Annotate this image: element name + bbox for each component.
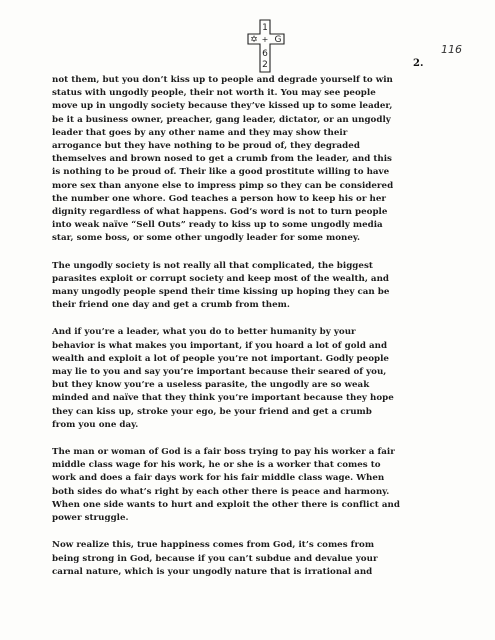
text-line: And if you’re a leader, what you do to better humanity by your: [52, 327, 356, 338]
text-line: their friend one day and get a crumb from them.: [52, 300, 290, 311]
text-line: parasites exploit or corrupt society and keep most of the wealth, and: [52, 273, 390, 284]
text-line: more sex than anyone else to impress pimp so they can be considered: [52, 180, 394, 191]
text-line: the number one whore. God teaches a person how to keep his or her: [52, 193, 386, 204]
text-line: from you one day.: [52, 419, 139, 430]
text-line: themselves and brown nosed to get a crumb from the leader, and this: [52, 154, 392, 165]
text-line: middle class wage for his work, he or she is a worker that comes to: [52, 460, 381, 471]
handwritten-page-number: 116: [441, 43, 462, 56]
paragraph: [52, 326, 462, 432]
text-line: be it a business owner, preacher, gang leader, dictator, or an ungodly: [52, 114, 391, 125]
text-line: both sides do what’s right by each other there is peace and harmony.: [52, 486, 390, 497]
star-of-david-icon: ✡: [250, 35, 258, 45]
text-line: behavior is what makes you important, if you hoard a lot of gold and: [52, 340, 388, 351]
seal-top-glyph: 1: [262, 23, 268, 33]
text-line: The man or woman of God is a fair boss trying to pay his worker a fair: [52, 447, 395, 458]
text-line: status with ungodly people, their not worth it. You may see people: [52, 88, 376, 99]
text-line: wealth and exploit a lot of people you’re not important. Godly people: [52, 353, 389, 364]
svg-text:+: +: [261, 35, 269, 44]
paragraph: [52, 74, 462, 246]
text-line: but they know you’re a useless parasite, the ungodly are so weak: [52, 380, 370, 391]
seal-bottom-glyph-2: 2: [262, 60, 268, 70]
text-line: The ungodly society is not really all that complicated, the biggest: [52, 260, 373, 271]
text-line: many ungodly people spend their time kissing up hoping they can be: [52, 287, 390, 298]
text-line: dignity regardless of what happens. God’s word is not to turn people: [52, 207, 388, 218]
text-line: Now realize this, true happiness comes from God, it’s comes from: [52, 540, 375, 551]
paragraph: [52, 260, 462, 313]
seal-bottom-glyph-1: 6: [262, 49, 268, 59]
text-line: move up in ungodly society because they’ve kissed up to some leader,: [52, 101, 393, 112]
text-line: arrogance but they have nothing to be proud of, they degraded: [52, 141, 360, 152]
text-line: star, some boss, or some other ungodly leader for some money.: [52, 233, 361, 244]
cross-seal-icon: [246, 16, 294, 76]
text-line: may lie to you and say you’re important because their seared of you,: [52, 367, 387, 378]
text-line: they can kiss up, stroke your ego, be your friend and get a crumb: [52, 406, 372, 417]
body-text: [52, 74, 462, 593]
text-line: work and does a fair days work for his fair middle class wage. When: [52, 473, 385, 484]
text-line: carnal nature, which is your ungodly nature that is irrational and: [52, 566, 373, 577]
text-line: being strong in God, because if you can’t subdue and devalue your: [52, 553, 378, 564]
paragraph: [52, 539, 462, 579]
text-line: leader that goes by any other name and they may show their: [52, 127, 348, 138]
text-line: not them, but you don’t kiss up to people and degrade yourself to win: [52, 75, 393, 85]
text-line: is nothing to be proud of. Their like a good prostitute willing to have: [52, 167, 390, 178]
text-line: When one side wants to hurt and exploit the other there is conflict and: [52, 499, 400, 510]
seal-right-glyph: G: [274, 35, 282, 45]
paragraph: [52, 446, 462, 525]
page-number: 2.: [413, 58, 424, 69]
text-line: into weak naïve “Sell Outs” ready to kiss up to some ungodly media: [52, 220, 383, 231]
text-line: power struggle.: [52, 513, 129, 524]
text-line: minded and naïve that they think you’re important because they hope: [52, 393, 394, 404]
